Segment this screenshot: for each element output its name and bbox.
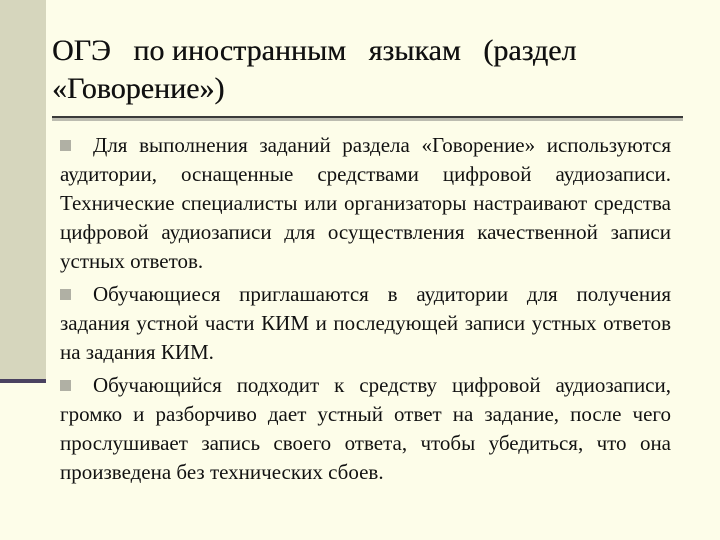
square-bullet-icon xyxy=(60,289,71,300)
left-decor-panel xyxy=(0,0,46,382)
square-bullet-icon xyxy=(60,380,71,391)
bullet-paragraph-1 xyxy=(60,131,671,276)
bullet-text-3: Обучающийся подходит к средству цифровой аудиозаписи, громко и разборчиво дает устный ответ на задание, после чего прослушивает запись своего ответа, чтобы убедиться, что она произведена без технических сбоев. xyxy=(60,373,671,484)
bullet-text-2: Обучающиеся приглашаются в аудитории для получения задания устной части КИМ и последующей записи устных ответов на задания КИМ. xyxy=(60,282,671,364)
bullet-paragraph-2 xyxy=(60,280,671,367)
slide-body xyxy=(60,131,671,491)
bullet-text-1: Для выполнения заданий раздела «Говорение» используются аудитории, оснащенные средствами цифровой аудиозаписи. Технические специалисты или организаторы настраивают средства цифровой аудиозаписи для осуществления качественной записи устных ответов. xyxy=(60,133,671,273)
left-decor-accent xyxy=(0,379,46,383)
slide-title-line1: ОГЭ по иностранным языкам (раздел xyxy=(52,34,577,67)
slide-title xyxy=(52,32,692,108)
bullet-paragraph-3 xyxy=(60,371,671,487)
square-bullet-icon xyxy=(60,140,71,151)
slide-title-line2: «Говорение») xyxy=(52,72,225,105)
title-divider xyxy=(52,116,683,121)
